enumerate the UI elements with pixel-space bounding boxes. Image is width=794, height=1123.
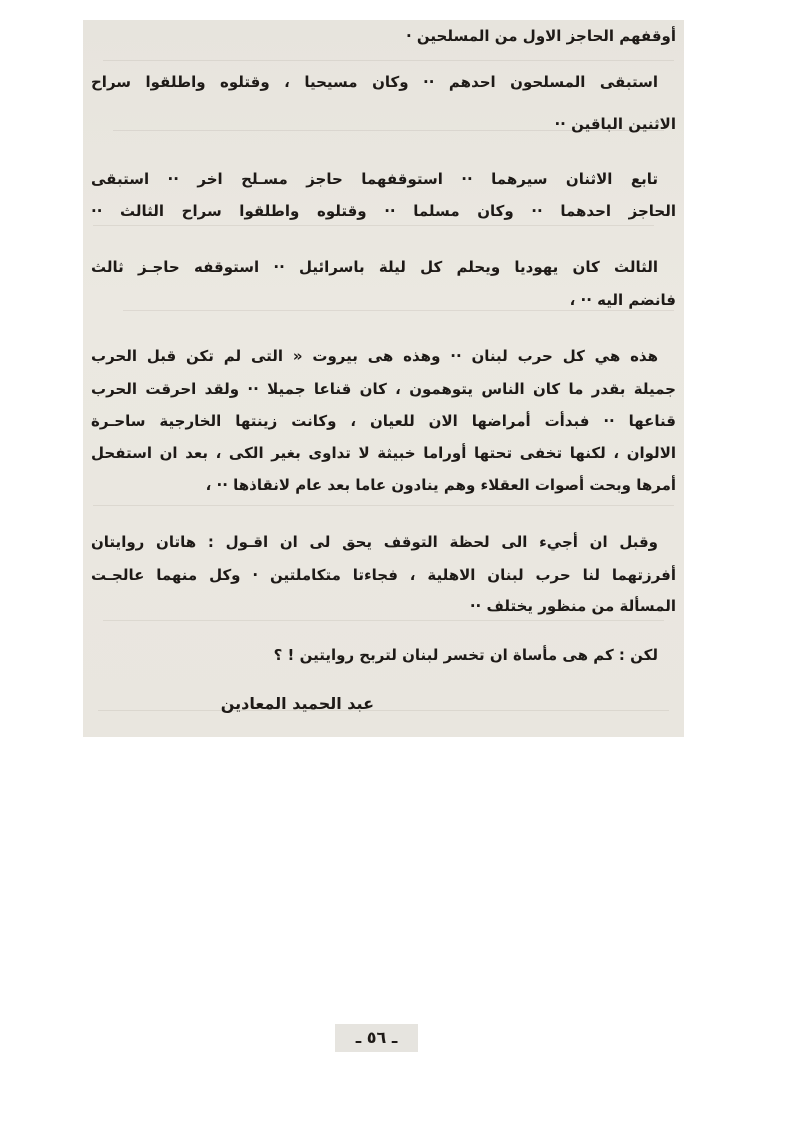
text-line: الثالث كان يهوديا ويحلم كل ليلة باسرائيل ·· استوقفه حاجـز ثالث [91, 258, 658, 276]
text-line: جميلة بقدر ما كان الناس يتوهمون ، كان قناعا جميلا ·· ولقد احرقت الحرب [91, 380, 676, 398]
article-text [83, 20, 684, 737]
text-line: أمرها وبحت أصوات العقلاء وهم ينادون عاما بعد عام لانقاذها ·· ، [205, 476, 676, 494]
text-line: لكن : كم هى مأساة ان تخسر لبنان لتربح روايتين ! ؟ [273, 646, 658, 664]
author-signature: عبد الحميد المعادين [220, 694, 374, 713]
scanned-page [83, 20, 684, 737]
text-line: الاثنين الباقين ·· [554, 115, 676, 133]
text-line: أوقفهم الحاجز الاول من المسلحين · [406, 27, 676, 45]
text-line: أفرزتهما لنا حرب لبنان الاهلية ، فجاءتا متكاملتين · وكل منهما عالجـت [91, 566, 676, 584]
text-line: فانضم اليه ·· ، [569, 291, 676, 309]
text-line: وقبل ان أجيء الى لحظة التوقف يحق لى ان اقـول : هاتان روايتان [91, 533, 658, 551]
text-line: الحاجز احدهما ·· وكان مسلما ·· وقتلوه واطلقوا سراح الثالث ·· [91, 202, 676, 220]
text-line: تابع الاثنان سيرهما ·· استوقفهما حاجز مسـلح اخر ·· استبقى [91, 170, 658, 188]
text-line: قناعها ·· فبدأت أمراضها الان للعيان ، وكانت زينتها الخارجية ساحـرة [91, 412, 676, 430]
text-line: هذه هي كل حرب لبنان ·· وهذه هى بيروت « التى لم تكن قبل الحرب [91, 347, 658, 365]
page-number: ـ ٥٦ ـ [335, 1024, 418, 1052]
text-line: الالوان ، لكنها تخفى تحتها أوراما خبيثة لا تداوى بغير الكى ، بعد ان استفحل [91, 444, 676, 462]
text-line: استبقى المسلحون احدهم ·· وكان مسيحيا ، وقتلوه واطلقوا سراح [91, 73, 658, 91]
text-line: المسألة من منظور يختلف ·· [469, 597, 676, 615]
